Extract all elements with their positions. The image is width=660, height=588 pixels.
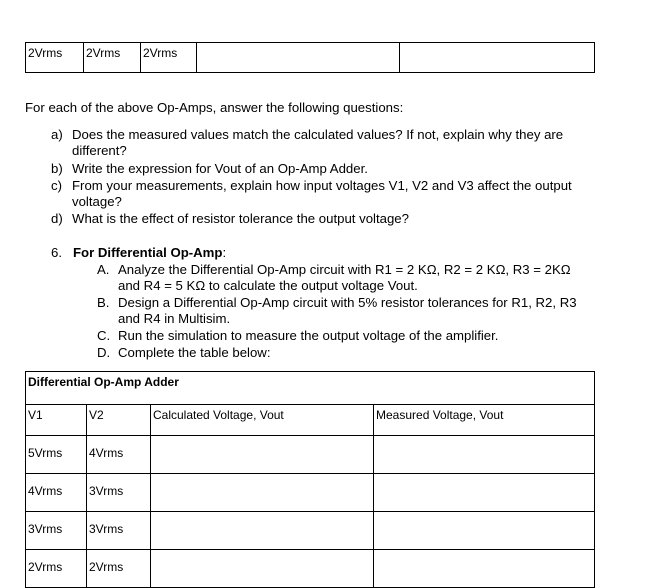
table-cell — [197, 43, 400, 73]
intro-text: For each of the above Op-Amps, answer the following questions: — [25, 100, 404, 115]
step-text — [118, 345, 270, 361]
list-marker: C. — [97, 328, 111, 343]
table-cell: 2Vrms — [84, 43, 141, 73]
differential-opamp-table — [25, 371, 595, 588]
column-header: V2 — [87, 405, 151, 436]
table-cell: 2Vrms — [26, 550, 87, 588]
table-cell — [151, 550, 374, 588]
table-cell: 4Vrms — [26, 474, 87, 512]
table-row — [26, 550, 595, 588]
top-voltage-table — [25, 42, 595, 73]
list-marker: A. — [97, 262, 110, 277]
table-cell: 2Vrms — [26, 43, 84, 73]
list-marker: a) — [51, 127, 63, 142]
table-title: Differential Op-Amp Adder — [26, 372, 595, 405]
table-row — [26, 512, 595, 550]
question-text — [72, 211, 409, 227]
text-line: and R4 in Multisim. — [118, 311, 231, 327]
text-line: Complete the table below: — [118, 345, 271, 360]
question-text — [72, 127, 563, 160]
text-line: and R4 = 5 KΩ to calculate the output voltage Vout. — [118, 278, 418, 294]
column-header: Measured Voltage, Vout — [374, 405, 595, 436]
column-header: Calculated Voltage, Vout — [151, 405, 374, 436]
section-title-text: For Differential Op-Amp — [73, 245, 223, 260]
table-cell — [151, 474, 374, 512]
table-cell — [151, 436, 374, 474]
table-cell — [400, 43, 595, 73]
list-marker: B. — [97, 295, 110, 310]
table-cell — [374, 474, 595, 512]
text-line: Analyze the Differential Op-Amp circuit with R1 = 2 KΩ, R2 = 2 KΩ, R3 = 2KΩ — [118, 262, 571, 277]
table-cell — [374, 512, 595, 550]
list-marker: d) — [51, 211, 63, 226]
text-line: What is the effect of resistor tolerance the output voltage? — [72, 211, 409, 226]
table-cell: 4Vrms — [87, 436, 151, 474]
text-line: voltage? — [72, 194, 122, 210]
text-line: different? — [72, 143, 127, 159]
list-marker: b) — [51, 161, 63, 176]
list-marker: c) — [51, 178, 62, 193]
table-cell: 5Vrms — [26, 436, 87, 474]
question-text — [72, 178, 572, 211]
table-header-row — [26, 405, 595, 436]
step-text — [118, 295, 577, 328]
list-marker: D. — [97, 345, 111, 360]
table-cell — [374, 436, 595, 474]
step-text — [118, 328, 498, 344]
section-title — [73, 245, 226, 261]
table-row — [26, 43, 595, 73]
table-cell: 3Vrms — [87, 474, 151, 512]
table-cell — [374, 550, 595, 588]
table-row — [26, 474, 595, 512]
table-title-row — [26, 372, 595, 405]
section-title-colon: : — [222, 245, 227, 260]
table-row — [26, 436, 595, 474]
text-line: Does the measured values match the calculated values? If not, explain why they are — [72, 127, 564, 142]
text-line: Run the simulation to measure the output voltage of the amplifier. — [118, 328, 499, 343]
text-line: Design a Differential Op-Amp circuit with 5% resistor tolerances for R1, R2, R3 — [118, 295, 577, 310]
text-line: From your measurements, explain how input voltages V1, V2 and V3 affect the output — [72, 178, 572, 193]
table-cell: 3Vrms — [26, 512, 87, 550]
table-cell: 3Vrms — [87, 512, 151, 550]
column-header: V1 — [26, 405, 87, 436]
table-cell: 2Vrms — [141, 43, 197, 73]
section-number: 6. — [51, 245, 62, 260]
text-line: Write the expression for Vout of an Op-Amp Adder. — [72, 161, 368, 176]
question-text — [72, 161, 368, 177]
table-cell: 2Vrms — [87, 550, 151, 588]
table-cell — [151, 512, 374, 550]
step-text — [118, 262, 571, 295]
